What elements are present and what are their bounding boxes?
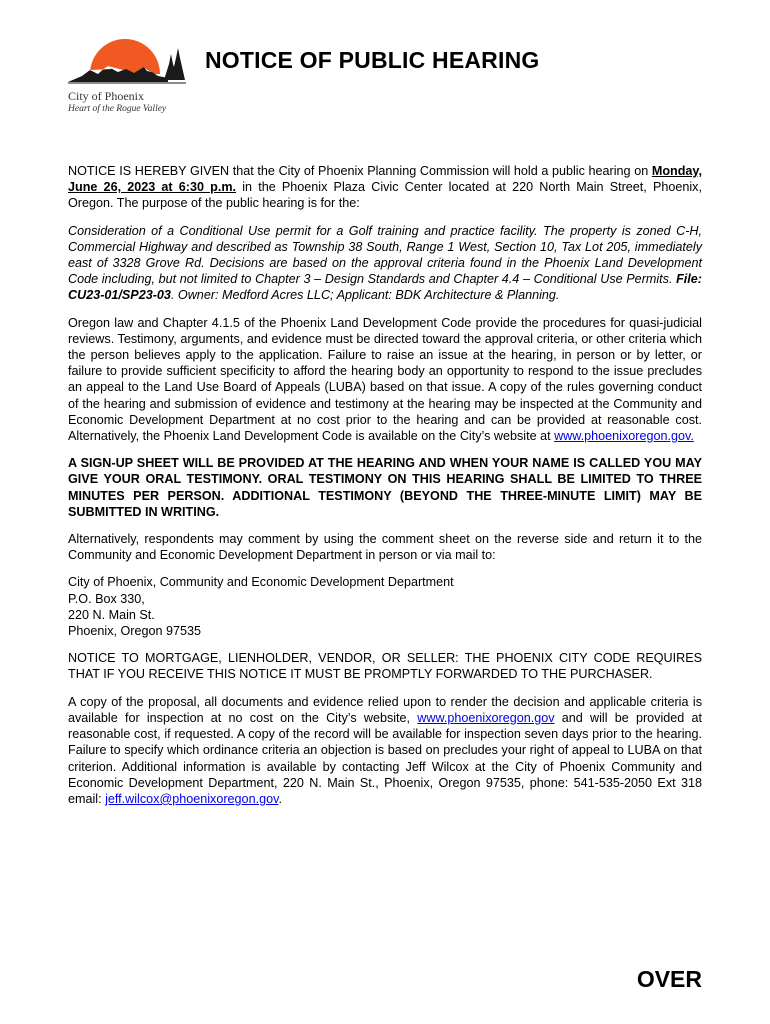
address-line: City of Phoenix, Community and Economic Development Department bbox=[68, 575, 454, 590]
alternatively-paragraph: Alternatively, respondents may comment by using the comment sheet on the reverse side and return it to the Community and Economic Development Department in person or via mail to: bbox=[68, 532, 702, 563]
intro-text-2: in the Phoenix Plaza Civic Center located at 220 North Main Street, Phoenix, Oregon. The purpose of the public hearing is for the: bbox=[68, 180, 702, 211]
proposal-text-1: A copy of the proposal, all documents and evidence relied upon to render the decision and applicable criteria is available for inspection at no cost on the City’s website, bbox=[68, 694, 702, 725]
mortgage-notice: NOTICE TO MORTGAGE, LIENHOLDER, VENDOR, OR SELLER: THE PHOENIX CITY CODE REQUIRES THAT IF YOU RECEIVE THIS NOTICE IT MUST BE PROMPTLY FORWARDED TO THE PURCHASER. bbox=[68, 651, 702, 682]
city-name: City of Phoenix bbox=[68, 89, 145, 103]
oregon-law-text: Oregon law and Chapter 4.1.5 of the Phoenix Land Development Code provide the procedures for quasi-judicial reviews. Testimony, arguments, and evidence must be directed toward the approval criteria, or other criteria which the person believes apply to the application. Failure to raise an issue at the hearing, in person or by letter, or failure to provide sufficient specificity to afford the hearing body an opportunity to respond to the issue precludes an appeal to the Land Use Board of Appeals (LUBA) based on that issue. A copy of the rules governing conduct of the hearing and submission of evidence and testimony at the hearing may be inspected at the Community and Economic Development Department at no cost prior to the hearing and can be provided at reasonable cost. Alternatively, the Phoenix Land Development Code is available on the City’s website at bbox=[68, 315, 702, 444]
intro-text-1: NOTICE IS HEREBY GIVEN that the City of Phoenix Planning Commission will hold a public hearing on bbox=[68, 164, 652, 178]
address-line: 220 N. Main St. bbox=[68, 607, 155, 622]
intro-paragraph bbox=[68, 163, 702, 212]
signup-notice: A SIGN-UP SHEET WILL BE PROVIDED AT THE HEARING AND WHEN YOUR NAME IS CALLED YOU MAY GIVE YOUR ORAL TESTIMONY. ORAL TESTIMONY ON THIS HEARING SHALL BE LIMITED TO THREE MINUTES PER PERSON. ADDITIONAL TESTIMONY (BEYOND THE THREE-MINUTE LIMIT) MAY BE SUBMITTED IN WRITING. bbox=[68, 456, 702, 519]
hearing-date: Monday, June 26, 2023 at 6:30 p.m. bbox=[68, 164, 702, 195]
consideration-paragraph bbox=[68, 223, 702, 304]
website-link[interactable]: www.phoenixoregon.gov. bbox=[554, 429, 694, 444]
consideration-text-1: Consideration of a Conditional Use permit for a Golf training and practice facility. The property is zoned C-H, Commercial Highway and described as Township 38 South, Range 1 West, Section 10, Tax Lot 205, immediately east of 3328 Grove Rd. Decisions are based on the approval criteria found in the Phoenix Land Development Code including, but not limited to Chapter 3 – Design Standards and Chapter 4.4 – Conditional Use Permits. bbox=[68, 223, 702, 287]
proposal-text-2: and will be provided at reasonable cost, if requested. A copy of the record will be available for inspection seven days prior to the hearing. Failure to specify which ordinance criteria an objection is based on precludes your right of appeal to LUBA on that criterion. Additional information is available by contacting Jeff Wilcox at the City of Phoenix Community and Economic Development Department, 220 N. Main St., Phoenix, Oregon 97535, phone: 541-535-2050 Ext 318 email: bbox=[68, 710, 702, 806]
mailing-address bbox=[68, 574, 702, 639]
oregon-law-paragraph bbox=[68, 315, 702, 445]
address-line: Phoenix, Oregon 97535 bbox=[68, 624, 202, 639]
sun-mountain-logo-icon bbox=[68, 36, 188, 86]
file-number: File: CU23-01/SP23-03 bbox=[68, 272, 702, 303]
address-line: P.O. Box 330, bbox=[68, 591, 145, 606]
website-link[interactable]: www.phoenixoregon.gov bbox=[417, 710, 555, 725]
consideration-text-2: . Owner: Medford Acres LLC; Applicant: BDK Architecture & Planning. bbox=[170, 288, 560, 303]
proposal-paragraph bbox=[68, 694, 702, 807]
notice-body bbox=[68, 163, 702, 818]
page-title: NOTICE OF PUBLIC HEARING bbox=[205, 47, 540, 73]
city-tagline: Heart of the Rogue Valley bbox=[68, 104, 167, 114]
email-link[interactable]: jeff.wilcox@phoenixoregon.gov bbox=[105, 791, 279, 806]
over-label: OVER bbox=[636, 966, 702, 992]
proposal-text-3: . bbox=[278, 791, 282, 806]
